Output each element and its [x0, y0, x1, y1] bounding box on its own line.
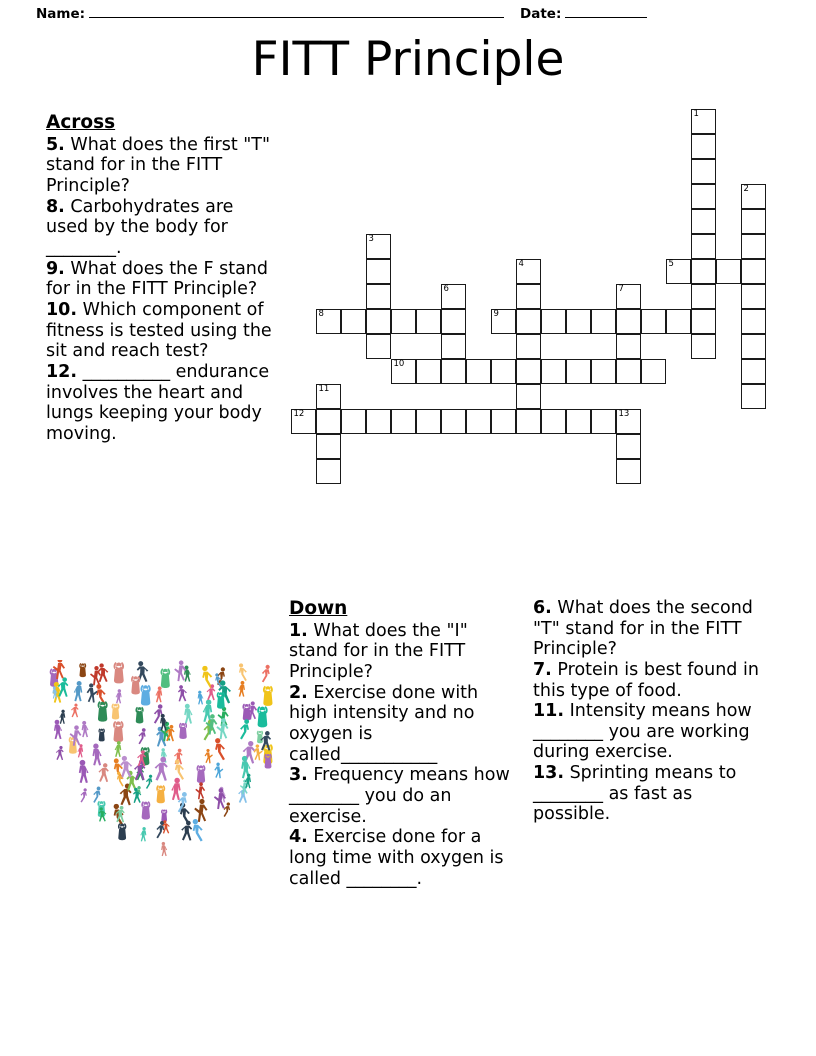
down-clue-1 [289, 621, 516, 683]
down-clue-11-number: 11. [533, 701, 565, 722]
crossword-cell[interactable] [691, 309, 716, 334]
yoga-figure-silhouette [205, 749, 213, 764]
down-clue-3-number: 3. [289, 765, 308, 786]
yoga-figure-silhouette [77, 744, 83, 757]
crossword-cell[interactable] [366, 259, 391, 284]
crossword-cell-start-1[interactable] [691, 109, 716, 134]
crossword-cell[interactable] [591, 309, 616, 334]
yoga-figure-silhouette [263, 686, 273, 706]
crossword-cell[interactable] [366, 409, 391, 434]
crossword-cell[interactable] [691, 259, 716, 284]
crossword-cell[interactable] [616, 334, 641, 359]
yoga-figure-silhouette [198, 691, 204, 705]
crossword-cell[interactable] [516, 334, 541, 359]
across-clue-8-number: 8. [46, 196, 65, 217]
yoga-figure-silhouette [141, 801, 150, 819]
crossword-cell[interactable] [316, 459, 341, 484]
down-clue-11 [533, 701, 765, 763]
crossword-cell-start-6[interactable] [441, 284, 466, 309]
cell-number-7: 7 [618, 283, 624, 294]
crossword-cell-start-3[interactable] [366, 234, 391, 259]
crossword-cell[interactable] [366, 284, 391, 309]
yoga-figure-silhouette [156, 785, 165, 803]
down-clue-13 [533, 763, 765, 825]
across-clue-5-text: What does the first "T" stand for in the FITT Principle? [46, 134, 271, 197]
yoga-figure-silhouette [242, 704, 250, 721]
crossword-cell[interactable] [416, 309, 441, 334]
across-clue-9 [46, 259, 274, 300]
yoga-figure-silhouette [87, 683, 98, 702]
yoga-figure-silhouette [79, 663, 86, 677]
yoga-figure-silhouette [92, 744, 101, 766]
crossword-cell[interactable] [566, 359, 591, 384]
across-clue-8-text: Carbohydrates are used by the body for ________. [46, 196, 234, 259]
across-heading: Across [46, 112, 116, 133]
crossword-cell[interactable] [416, 359, 441, 384]
crossword-cell[interactable] [466, 359, 491, 384]
crossword-cell[interactable] [516, 384, 541, 409]
yoga-figure-silhouette [133, 788, 141, 803]
cell-number-13: 13 [618, 408, 630, 419]
yoga-figure-silhouette [90, 666, 101, 685]
yoga-figure-silhouette [254, 744, 263, 760]
crossword-cell[interactable] [666, 309, 691, 334]
yoga-figure-silhouette [224, 802, 230, 817]
name-date-header [36, 0, 780, 28]
across-clue-12 [46, 362, 274, 445]
down-clue-list-left [289, 598, 516, 889]
crossword-cell[interactable] [691, 209, 716, 234]
crossword-cell[interactable] [716, 259, 741, 284]
crossword-cell-start-12[interactable] [291, 409, 316, 434]
yoga-figure-silhouette [203, 699, 212, 722]
down-clue-13-number: 13. [533, 763, 565, 784]
across-clue-10 [46, 300, 274, 362]
across-clue-12-text: __________ endurance involves the heart and lungs keeping your body moving. [46, 361, 270, 444]
crossword-cell[interactable] [616, 434, 641, 459]
yoga-figure-silhouette [138, 728, 145, 744]
cell-number-8: 8 [318, 308, 324, 319]
yoga-figure-silhouette [155, 686, 162, 702]
yoga-figure-silhouette [96, 684, 105, 705]
crossword-cell[interactable] [691, 234, 716, 259]
crossword-cell-start-8[interactable] [316, 309, 341, 334]
yoga-figure-silhouette [58, 677, 69, 697]
crossword-cell[interactable] [491, 359, 516, 384]
yoga-figure-silhouette [93, 787, 100, 803]
yoga-figure-silhouette [131, 676, 140, 695]
crossword-cell[interactable] [366, 309, 391, 334]
down-clue-13-text: Sprinting means to ________ as fast as possible. [533, 763, 737, 825]
cell-number-5: 5 [668, 258, 674, 269]
crossword-cell[interactable] [641, 309, 666, 334]
yoga-figure-silhouette [215, 738, 225, 760]
crossword-cell-start-5[interactable] [666, 259, 691, 284]
yoga-figure-silhouette [197, 765, 206, 783]
crossword-cell-start-2[interactable] [741, 184, 766, 209]
yoga-figure-silhouette [214, 763, 223, 779]
crossword-cell[interactable] [516, 284, 541, 309]
crossword-cell[interactable] [341, 409, 366, 434]
crossword-cell-start-9[interactable] [491, 309, 516, 334]
yoga-figure-silhouette [155, 757, 168, 781]
down-clue-1-text: What does the "I" stand for in the FITT Principle? [289, 620, 468, 683]
yoga-figure-silhouette [206, 714, 218, 735]
down-clue-11-text: Intensity means how ________ you are working during exercise. [533, 701, 752, 763]
yoga-figure-silhouette [175, 759, 184, 779]
yoga-figure-silhouette [161, 668, 171, 688]
crossword-cell[interactable] [566, 409, 591, 434]
crossword-cell[interactable] [691, 134, 716, 159]
down-clue-3 [289, 765, 516, 827]
down-clue-6 [533, 598, 765, 660]
cell-number-11: 11 [318, 383, 330, 394]
crossword-cell[interactable] [691, 284, 716, 309]
crossword-cell[interactable] [741, 259, 766, 284]
crossword-cell[interactable] [741, 209, 766, 234]
crossword-cell[interactable] [741, 384, 766, 409]
crossword-cell[interactable] [741, 359, 766, 384]
crossword-cell[interactable] [516, 359, 541, 384]
crossword-cell[interactable] [316, 434, 341, 459]
cell-number-3: 3 [368, 233, 374, 244]
crossword-cell[interactable] [541, 409, 566, 434]
yoga-figure-silhouette [74, 681, 83, 701]
crossword-cell[interactable] [516, 309, 541, 334]
cell-number-12: 12 [293, 408, 305, 419]
down-clue-7-text: Protein is best found in this type of food. [533, 659, 759, 701]
crossword-cell[interactable] [466, 409, 491, 434]
yoga-figure-silhouette [98, 701, 108, 722]
yoga-figure-silhouette [174, 660, 186, 681]
crossword-cell[interactable] [616, 309, 641, 334]
cell-number-9: 9 [493, 308, 499, 319]
down-clue-2 [289, 683, 516, 766]
yoga-figure-silhouette [195, 782, 205, 799]
crossword-cell[interactable] [391, 309, 416, 334]
heart-of-yoga-figures-image [45, 660, 280, 878]
yoga-figure-silhouette [98, 728, 104, 741]
name-input-line[interactable] [89, 4, 504, 18]
crossword-cell[interactable] [541, 309, 566, 334]
down-clue-1-number: 1. [289, 620, 308, 641]
crossword-cell[interactable] [691, 334, 716, 359]
crossword-cell[interactable] [691, 184, 716, 209]
yoga-figure-silhouette [81, 788, 87, 802]
crossword-cell[interactable] [741, 284, 766, 309]
yoga-figure-silhouette [161, 809, 167, 822]
cell-number-4: 4 [518, 258, 524, 269]
crossword-cell-start-11[interactable] [316, 384, 341, 409]
yoga-figure-silhouette [146, 775, 152, 789]
yoga-figure-silhouette [118, 823, 126, 840]
yoga-figure-silhouette [178, 685, 187, 701]
across-clue-5 [46, 135, 274, 197]
yoga-figure-silhouette [140, 827, 146, 841]
yoga-figure-silhouette [115, 741, 122, 757]
yoga-figure-silhouette [262, 665, 270, 683]
across-clue-9-text: What does the F stand for in the FITT Principle? [46, 258, 269, 300]
crossword-cell-start-7[interactable] [616, 284, 641, 309]
down-clue-4 [289, 827, 516, 889]
yoga-figure-silhouette [113, 721, 123, 742]
yoga-figure-silhouette [264, 754, 271, 769]
page-title: FITT Principle [251, 32, 565, 87]
yoga-figure-silhouette [156, 821, 164, 839]
crossword-cell[interactable] [366, 334, 391, 359]
crossword-cell[interactable] [541, 359, 566, 384]
yoga-figure-silhouette [181, 821, 192, 841]
yoga-figure-silhouette [184, 704, 192, 724]
down-clue-list-right [533, 598, 765, 825]
crossword-cell[interactable] [516, 409, 541, 434]
crossword-cell[interactable] [341, 309, 366, 334]
down-clue-6-number: 6. [533, 598, 552, 618]
across-clue-9-number: 9. [46, 258, 65, 279]
yoga-figure-silhouette [207, 684, 216, 700]
crossword-cell[interactable] [416, 409, 441, 434]
cell-number-10: 10 [393, 358, 405, 369]
crossword-cell-start-10[interactable] [391, 359, 416, 384]
crossword-cell[interactable] [591, 359, 616, 384]
crossword-cell[interactable] [491, 409, 516, 434]
cell-number-1: 1 [693, 108, 699, 119]
across-clue-list [46, 112, 274, 444]
down-clue-2-text: Exercise done with high intensity and no oxygen is called___________ [289, 682, 479, 765]
crossword-cell[interactable] [441, 334, 466, 359]
down-heading: Down [289, 598, 348, 619]
across-clue-8 [46, 197, 274, 259]
yoga-figure-silhouette [216, 718, 228, 739]
yoga-figure-silhouette [98, 763, 108, 782]
crossword-cell[interactable] [441, 359, 466, 384]
yoga-figure-silhouette [171, 778, 180, 800]
date-input-line[interactable] [565, 4, 647, 18]
yoga-figure-silhouette [112, 703, 120, 719]
crossword-cell-start-4[interactable] [516, 259, 541, 284]
cell-number-2: 2 [743, 183, 749, 194]
crossword-cell[interactable] [566, 309, 591, 334]
across-clue-10-text: Which component of fitness is tested using the sit and reach test? [46, 299, 272, 362]
name-label: Name: [36, 6, 86, 22]
down-clue-2-number: 2. [289, 682, 308, 703]
across-clue-10-number: 10. [46, 299, 78, 320]
yoga-figure-silhouette [141, 685, 151, 706]
crossword-cell[interactable] [616, 359, 641, 384]
yoga-figure-silhouette [120, 756, 132, 778]
crossword-cell[interactable] [691, 159, 716, 184]
crossword-cell[interactable] [591, 409, 616, 434]
down-clue-6-text: What does the second "T" stand for in the FITT Principle? [533, 598, 753, 660]
yoga-figure-silhouette [79, 760, 89, 783]
yoga-figure-silhouette [116, 689, 122, 703]
yoga-figure-silhouette [184, 665, 191, 681]
down-clue-3-text: Frequency means how ________ you do an exercise. [289, 765, 510, 827]
crossword-cell[interactable] [741, 234, 766, 259]
across-clue-12-number: 12. [46, 361, 78, 382]
down-clue-4-text: Exercise done for a long time with oxygen is called ________. [289, 827, 504, 889]
yoga-figure-silhouette [194, 799, 207, 822]
yoga-figure-silhouette [135, 707, 143, 724]
crossword-grid[interactable] [291, 109, 771, 494]
crossword-cell[interactable] [441, 309, 466, 334]
yoga-figure-silhouette [114, 662, 125, 683]
down-clue-7-number: 7. [533, 659, 552, 680]
down-clue-4-number: 4. [289, 827, 308, 848]
down-clue-7 [533, 660, 765, 701]
crossword-cell[interactable] [741, 309, 766, 334]
crossword-cell[interactable] [641, 359, 666, 384]
crossword-cell[interactable] [441, 409, 466, 434]
crossword-cell[interactable] [316, 409, 341, 434]
yoga-figure-silhouette [71, 704, 79, 718]
yoga-figure-silhouette [59, 710, 65, 724]
yoga-figure-silhouette [257, 706, 267, 727]
cell-number-6: 6 [443, 283, 449, 294]
yoga-figure-silhouette [257, 731, 263, 744]
yoga-figure-silhouette [193, 819, 203, 842]
yoga-figure-silhouette [238, 681, 245, 697]
yoga-figure-silhouette [239, 663, 247, 681]
yoga-figure-silhouette [161, 842, 167, 856]
across-clue-5-number: 5. [46, 134, 65, 155]
yoga-figure-silhouette [56, 746, 64, 760]
yoga-figure-silhouette [202, 666, 212, 689]
yoga-figure-silhouette [217, 692, 225, 709]
date-label: Date: [520, 6, 562, 22]
crossword-cell-start-13[interactable] [616, 409, 641, 434]
crossword-cell[interactable] [741, 334, 766, 359]
yoga-figure-silhouette [240, 719, 249, 739]
yoga-figure-silhouette [82, 721, 89, 737]
crossword-cell[interactable] [391, 409, 416, 434]
yoga-figure-silhouette [179, 723, 187, 739]
crossword-cell[interactable] [616, 459, 641, 484]
